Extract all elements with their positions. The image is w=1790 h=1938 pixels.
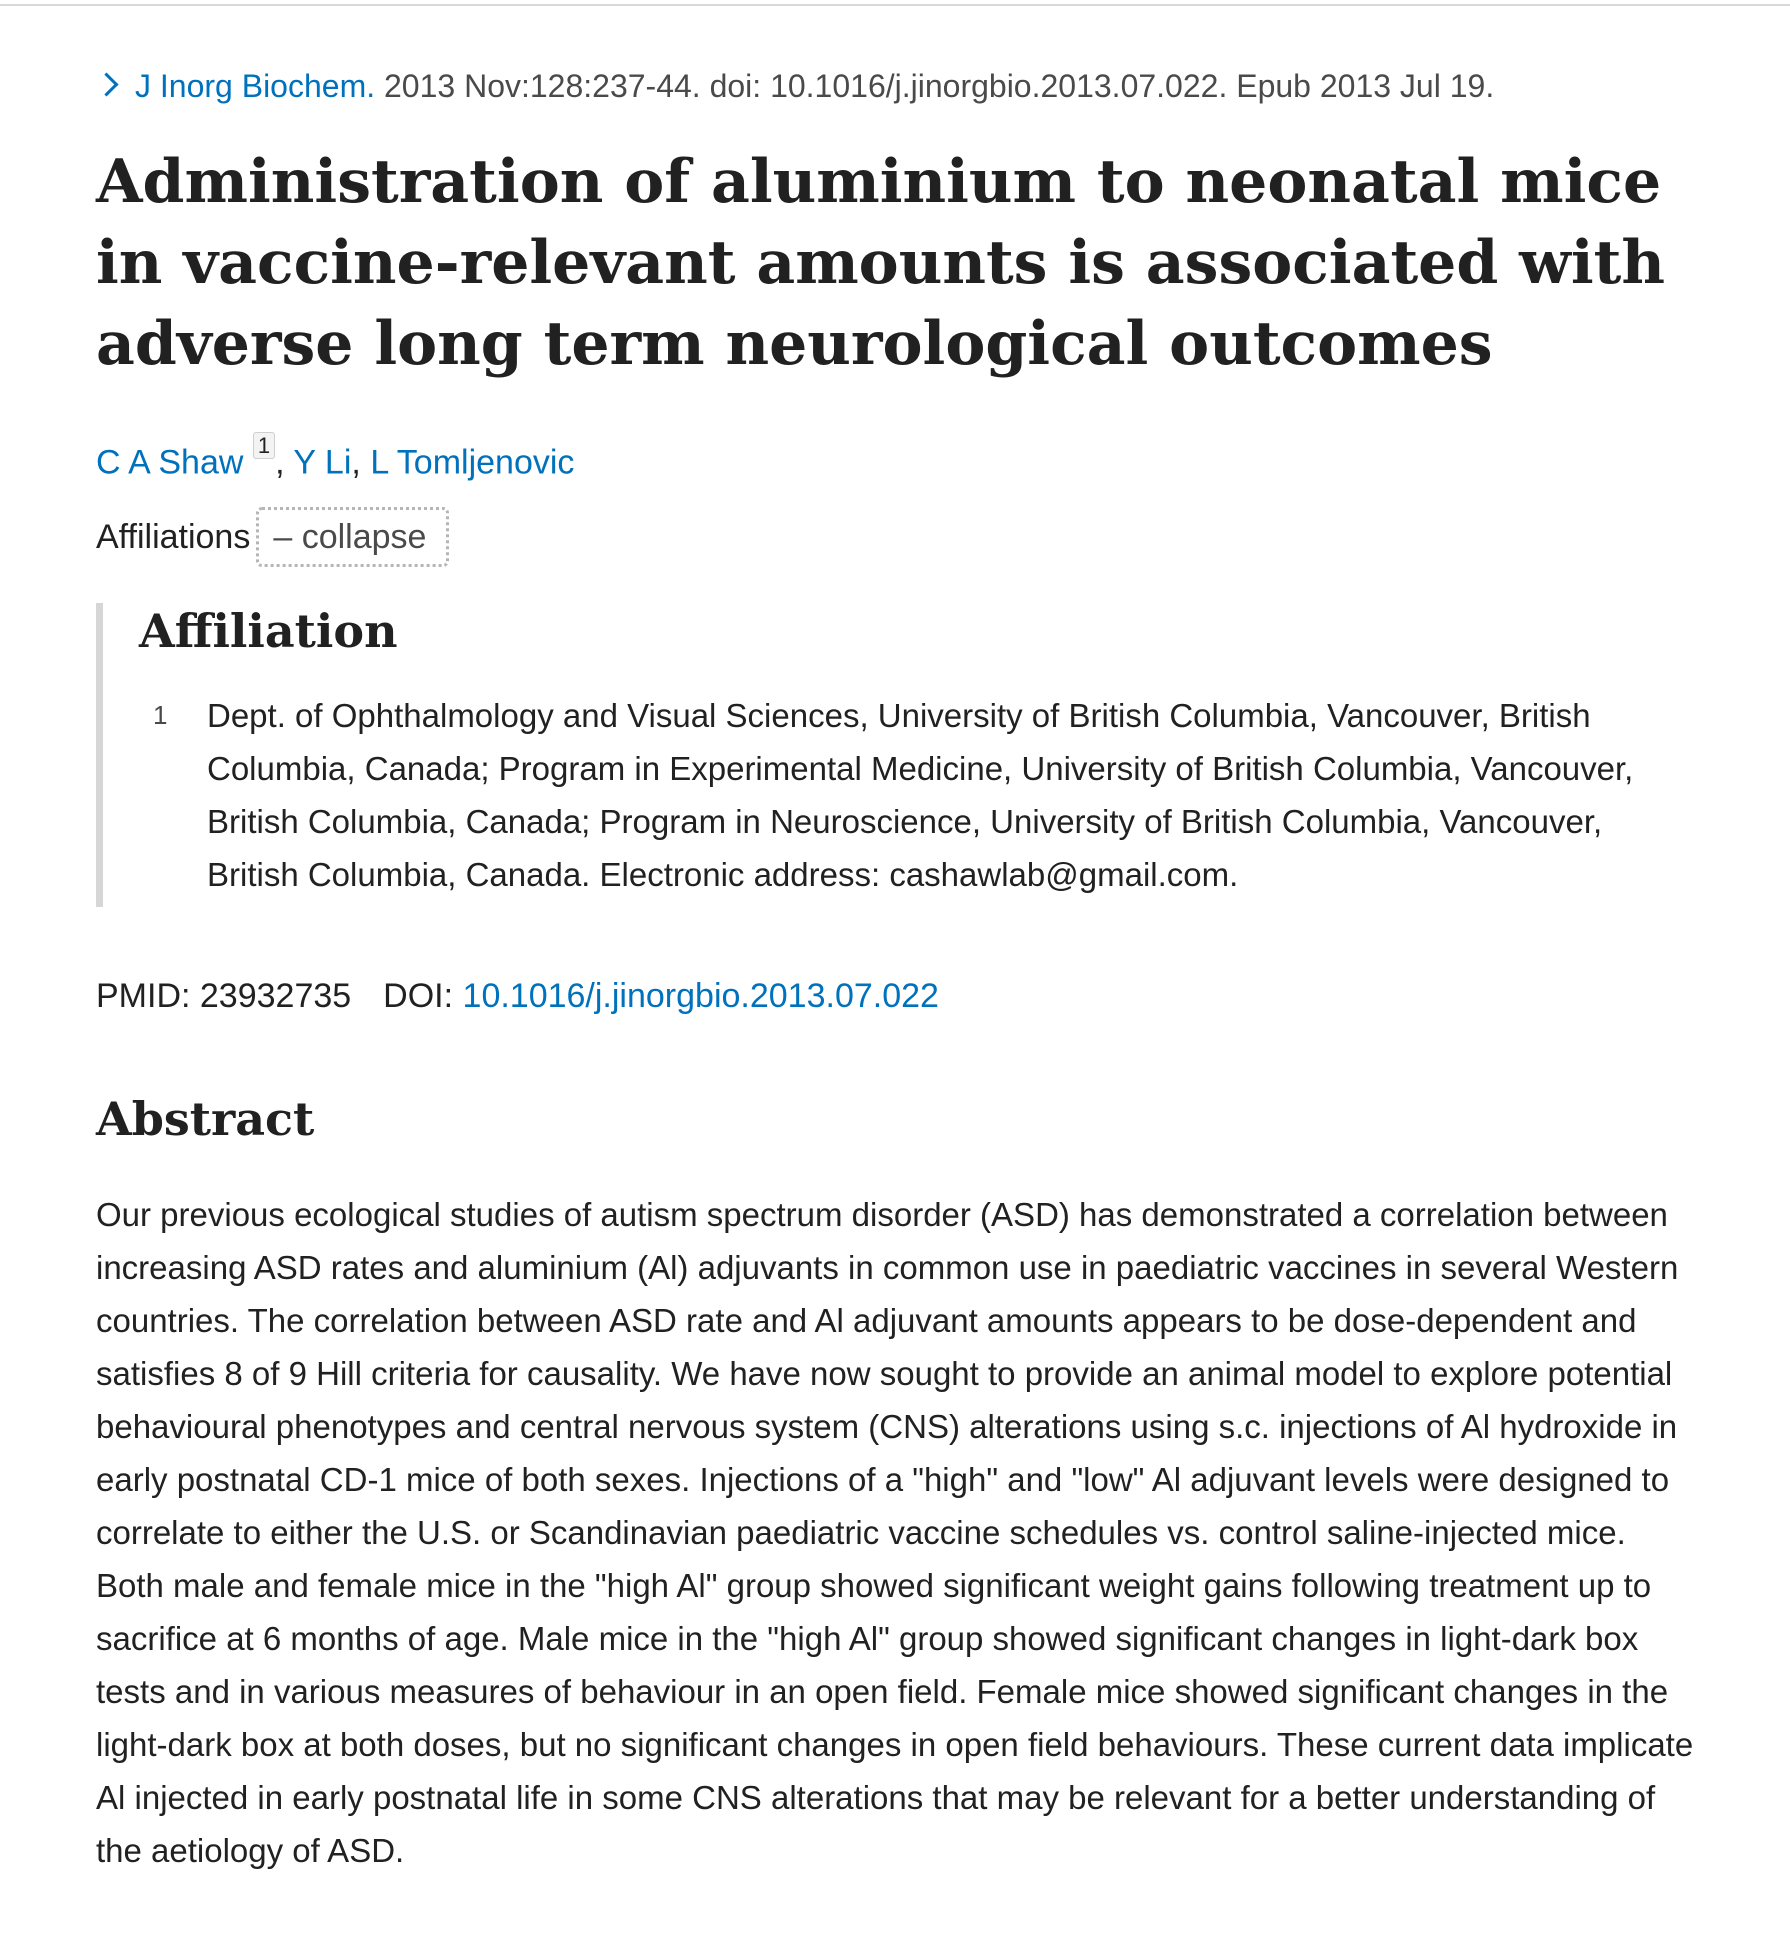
affiliations-panel xyxy=(96,603,1706,907)
author-list xyxy=(96,429,1706,487)
author-link-li[interactable]: Y Li xyxy=(293,443,352,482)
affiliation-number: 1 xyxy=(153,700,168,731)
article-content xyxy=(96,60,1706,1910)
collapse-affiliations-button[interactable]: – collapse xyxy=(256,507,449,567)
affiliation-marker[interactable]: 1 xyxy=(253,432,275,459)
abstract-heading: Abstract xyxy=(96,1092,315,1147)
affiliations-toggle-row xyxy=(96,507,1706,567)
identifiers xyxy=(96,971,1706,1021)
pmid: PMID: 23932735 xyxy=(96,977,352,1016)
doi-link[interactable]: 10.1016/j.jinorgbio.2013.07.022 xyxy=(462,977,939,1016)
chevron-right-icon[interactable] xyxy=(94,72,118,96)
top-divider xyxy=(0,0,1790,6)
doi-label: DOI: xyxy=(383,977,454,1016)
affiliation-item xyxy=(139,689,1706,901)
author-separator: , xyxy=(275,443,285,482)
author-link-shaw[interactable]: C A Shaw xyxy=(96,443,244,482)
affiliation-heading: Affiliation xyxy=(139,604,398,659)
abstract-text: Our previous ecological studies of autism spectrum disorder (ASD) has demonstrated a correlation between increasing ASD rates and aluminium (Al) adjuvants in common use in paediatric vaccines in several Western countries. The correlation between ASD rate and Al adjuvant amounts appears to be dose-dependent and satisfies 8 of 9 Hill criteria for causality. We have now sought to provide an animal model to explore potential behavioural phenotypes and central nervous system (CNS) alterations using s.c. injections of Al hydroxide in early postnatal CD-1 mice of both sexes. Injections of a "high" and "low" Al adjuvant levels were designed to correlate to either the U.S. or Scandinavian paediatric vaccine schedules vs. control saline-injected mice. Both male and female mice in the "high Al" group showed significant weight gains following treatment up to sacrifice at 6 months of age. Male mice in the "high Al" group showed significant changes in light-dark box tests and in various measures of behaviour in an open field. Female mice showed significant changes in the light-dark box at both doses, but no significant changes in open field behaviours. These current data implicate Al injected in early postnatal life in some CNS alterations that may be relevant for a better understanding of the aetiology of ASD. xyxy=(96,1195,1694,1869)
affiliation-text: Dept. of Ophthalmology and Visual Sciences, University of British Columbia, Vancouver, British Columbia, Canada; Program in Experimental Medicine, University of British Columbia, Vancouver, British Columbia, Canada; Program in Neuroscience, University of British Columbia, Vancouver, British Columbia, Canada. Electronic address: cashawlab@gmail.com. xyxy=(207,697,1634,894)
citation-line xyxy=(96,60,1706,112)
affiliations-label: Affiliations xyxy=(96,518,251,557)
author-separator: , xyxy=(351,443,361,482)
author-link-tomljenovic[interactable]: L Tomljenovic xyxy=(370,443,575,482)
page-title: Administration of aluminium to neonatal mice in vaccine-relevant amounts is associated with adverse long term neurological outcomes xyxy=(96,147,1665,379)
citation-details: 2013 Nov:128:237-44. doi: 10.1016/j.jinorgbio.2013.07.022. Epub 2013 Jul 19. xyxy=(375,68,1495,104)
journal-link[interactable]: J Inorg Biochem. xyxy=(135,68,376,104)
